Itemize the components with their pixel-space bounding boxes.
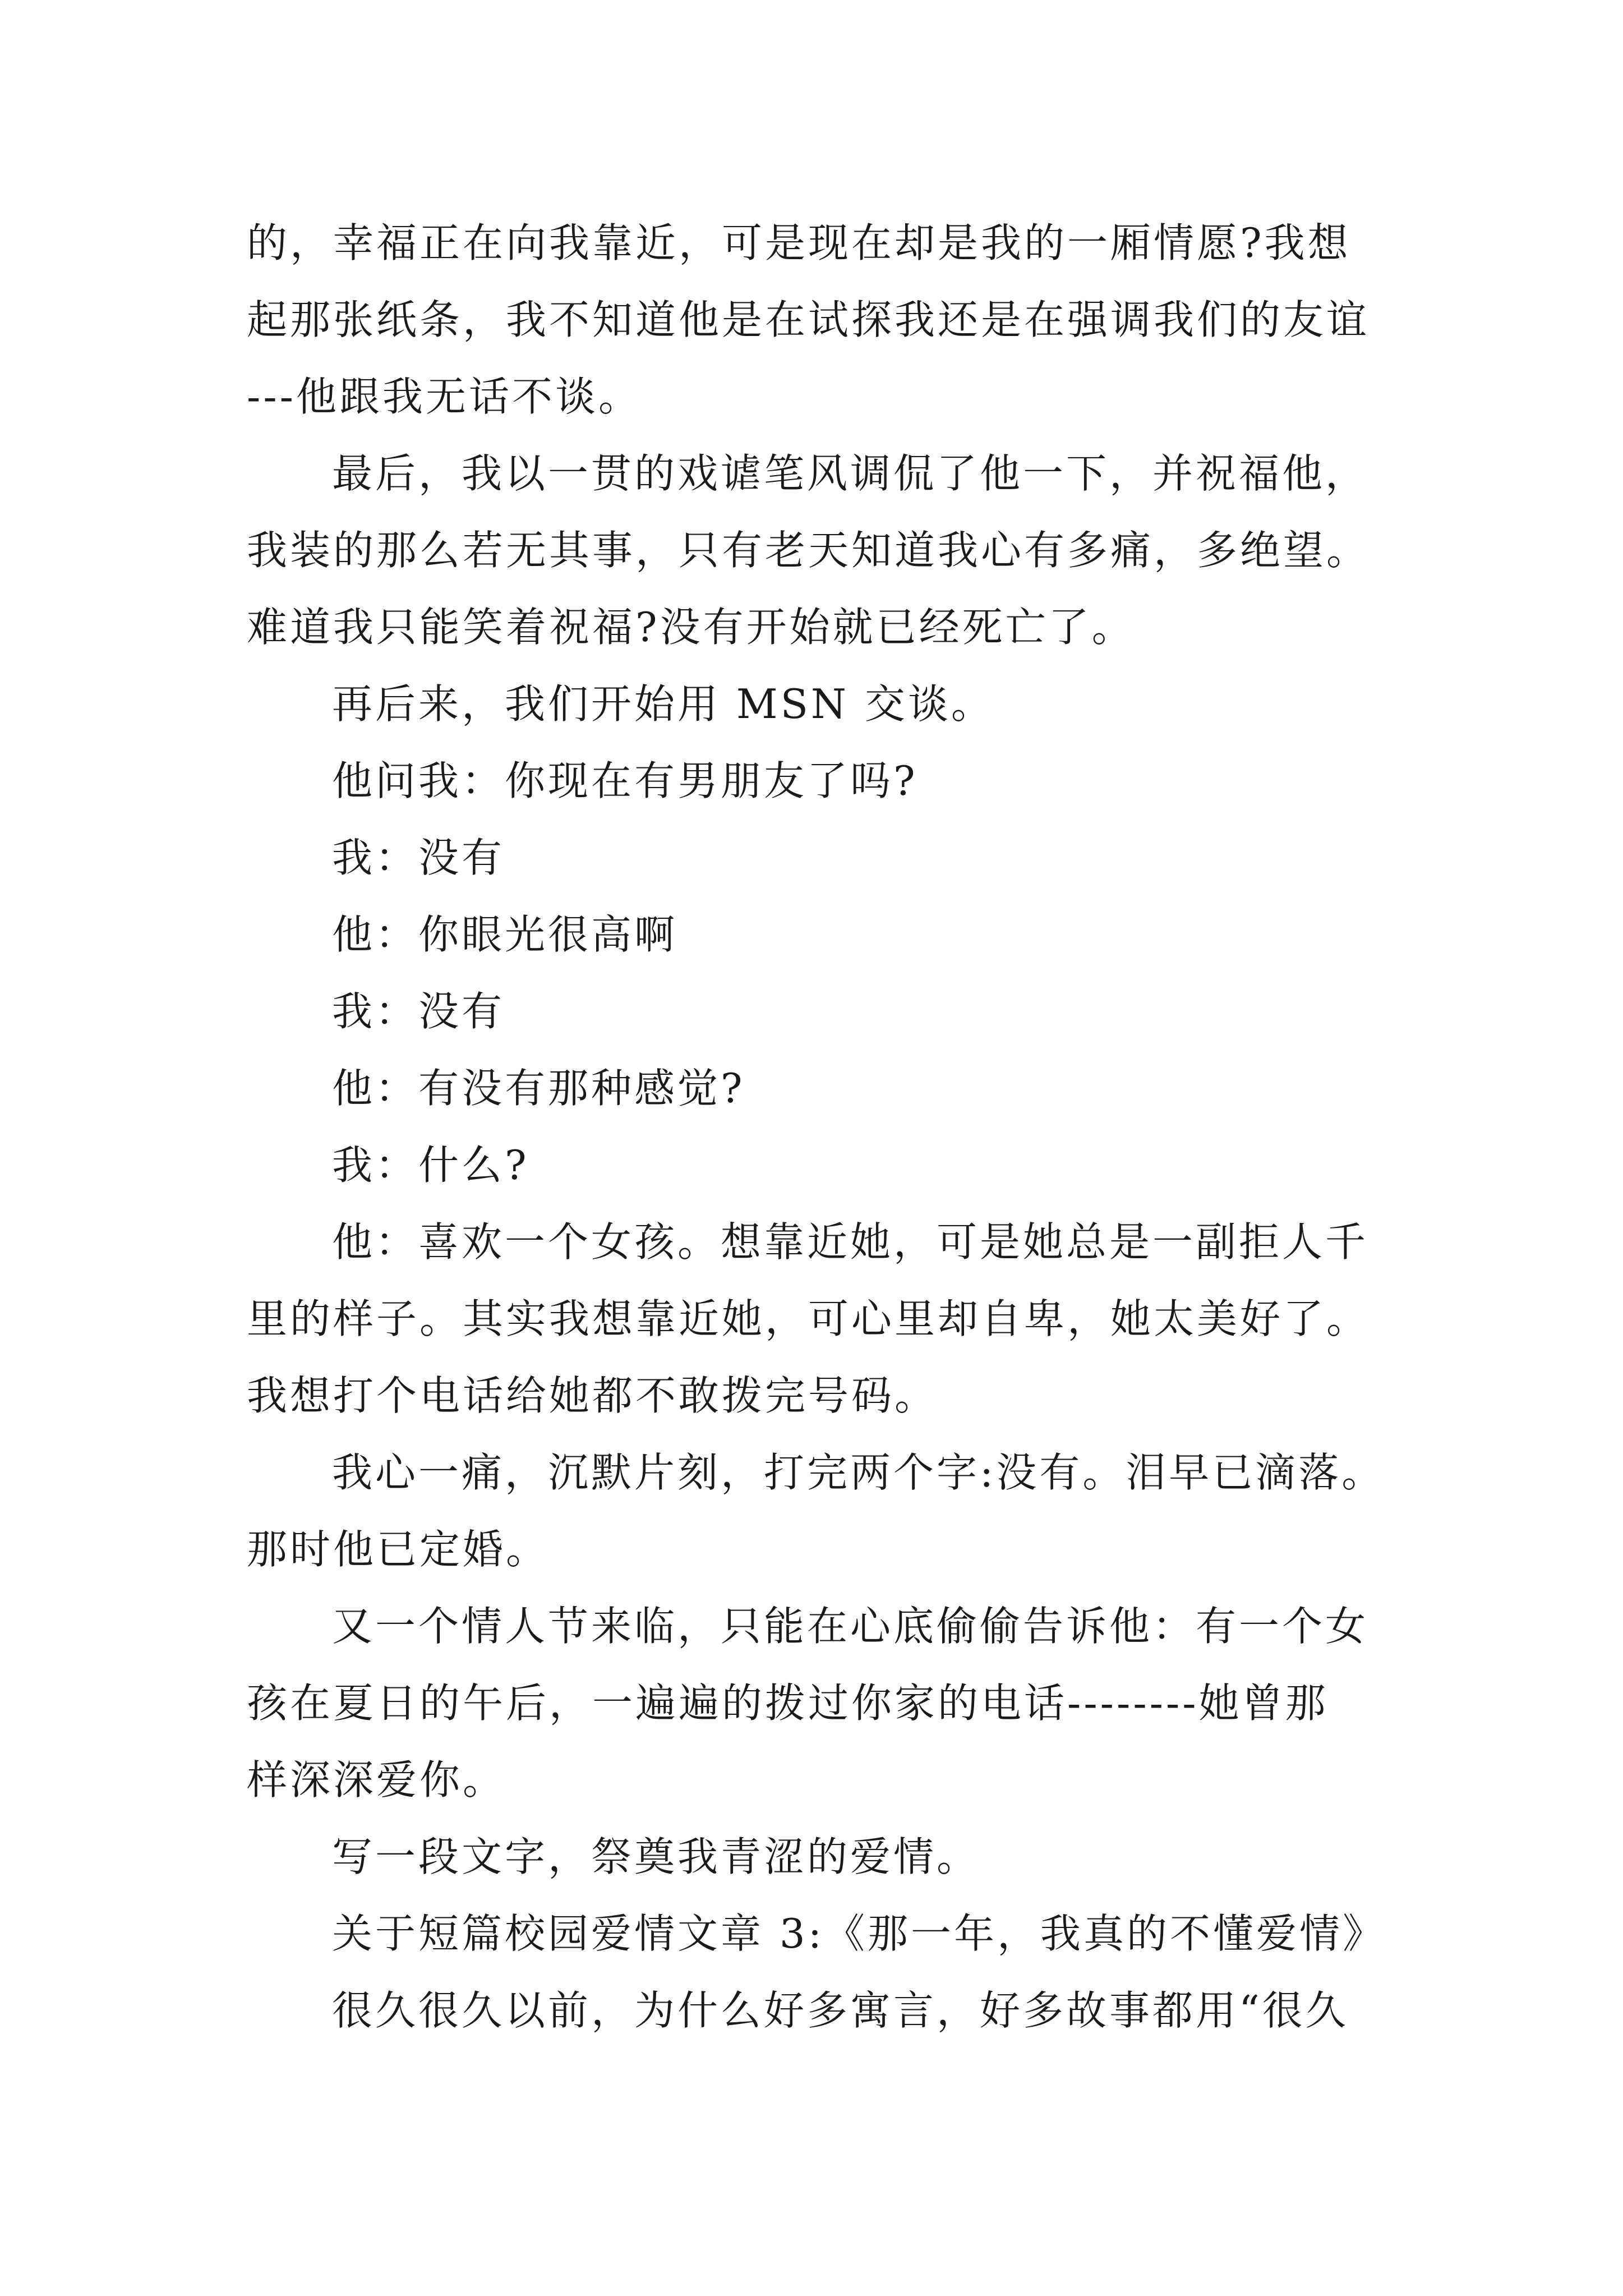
paragraph — [247, 1434, 1396, 1588]
text-line: 很久很久以前，为什么好多寓言，好多故事都用“很久 — [332, 1987, 1349, 2034]
text-line: ---他跟我无话不谈。 — [247, 373, 642, 420]
text-line: 样深深爱你。 — [247, 1756, 506, 1803]
paragraph — [247, 743, 1396, 820]
text-line: 他：喜欢一个女孩。想靠近她，可是她总是一副拒人千 — [332, 1218, 1369, 1266]
text-line: 我想打个电话给她都不敢拨完号码。 — [247, 1372, 938, 1419]
text-line: 关于短篇校园爱情文章 3:《那一年，我真的不懂爱情》 — [332, 1910, 1386, 1957]
paragraph — [247, 435, 1396, 666]
text-line: 我：没有 — [332, 988, 505, 1035]
text-line: 起那张纸条，我不知道他是在试探我还是在强调我们的友谊 — [247, 296, 1370, 343]
paragraph — [247, 1588, 1396, 1819]
text-line: 难道我只能笑着祝福?没有开始就已经死亡了。 — [247, 604, 1135, 651]
text-line: 的，幸福正在向我靠近，可是现在却是我的一厢情愿?我想 — [247, 219, 1351, 266]
paragraph — [247, 896, 1396, 973]
text-line: 里的样子。其实我想靠近她，可心里却自卑，她太美好了。 — [247, 1295, 1370, 1342]
text-line: 我：什么? — [332, 1142, 529, 1189]
text-line: 又一个情人节来临，只能在心底偷偷告诉他：有一个女 — [332, 1603, 1369, 1650]
paragraph — [247, 1127, 1396, 1204]
article-heading — [247, 1895, 1396, 1972]
text-line: 孩在夏日的午后，一遍遍的拨过你家的电话--------她曾那 — [247, 1680, 1329, 1727]
paragraph — [247, 1050, 1396, 1127]
text-line: 写一段文字，祭奠我青涩的爱情。 — [332, 1833, 980, 1880]
text-line: 他问我：你现在有男朋友了吗? — [332, 757, 918, 804]
text-line: 他：有没有那种感觉? — [332, 1065, 745, 1112]
text-line: 最后，我以一贯的戏谑笔风调侃了他一下，并祝福他， — [332, 450, 1369, 497]
text-line: 我心一痛，沉默片刻，打完两个字:没有。泪早已滴落。 — [332, 1449, 1385, 1496]
text-line: 那时他已定婚。 — [247, 1526, 550, 1573]
paragraph — [247, 666, 1396, 743]
text-line: 我装的那么若无其事，只有老天知道我心有多痛，多绝望。 — [247, 527, 1370, 574]
text-line: 他：你眼光很高啊 — [332, 911, 678, 958]
paragraph — [247, 1204, 1396, 1434]
paragraph — [247, 820, 1396, 896]
text-line: 再后来，我们开始用 MSN 交谈。 — [332, 680, 994, 728]
paragraph — [247, 973, 1396, 1050]
text-line: 我：没有 — [332, 834, 505, 881]
document-body — [247, 205, 1396, 2049]
paragraph — [247, 1819, 1396, 1895]
paragraph — [247, 1972, 1396, 2049]
paragraph — [247, 205, 1396, 435]
